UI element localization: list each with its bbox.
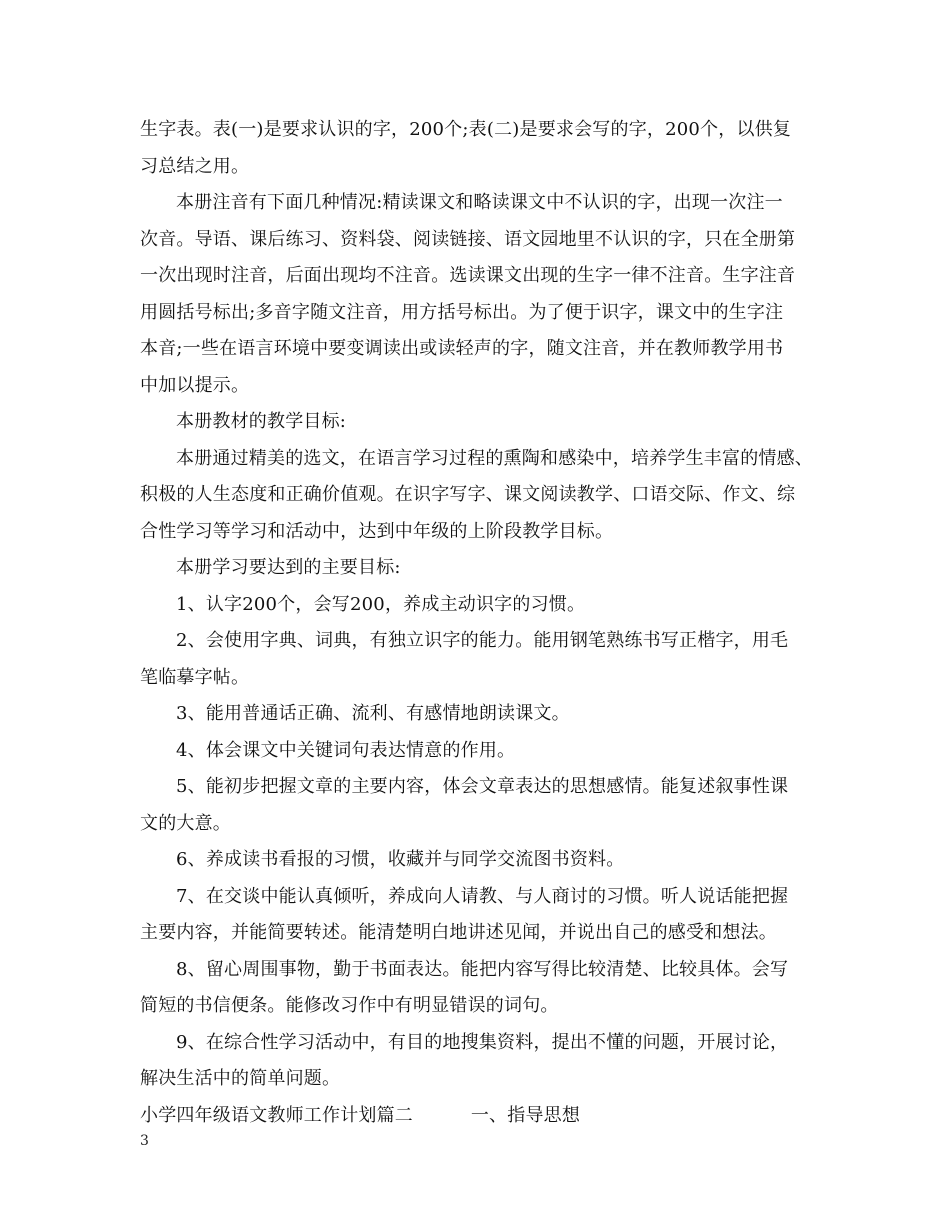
section-label: 本册学习要达到的主要目标: [176, 557, 401, 578]
text-line: 一次出现时注音，后面出现均不注音。选读课文出现的生字一律不注音。生字注音 [140, 265, 796, 286]
text-line: 合性学习等学习和活动中，达到中年级的上阶段教学目标。 [140, 520, 614, 542]
paragraph-start-line: 本册通过精美的选文，在语言学习过程的熏陶和感染中，培养学生丰富的情感、 [176, 447, 813, 469]
goal-item: 8、留心周围事物，勤于书面表达。能把内容写得比较清楚、比较具体。会写 [176, 958, 789, 980]
goal-item: 5、能初步把握文章的主要内容，体会文章表达的思想感情。能复述叙事性课 [176, 776, 789, 797]
text-line: 生字表。表(一)是要求认识的字，200个;表(二)是要求会写的字，200个，以供复 [140, 119, 792, 140]
goal-item-continuation: 主要内容，并能简要转述。能清楚明白地讲述见闻，并说出自己的感受和想法。 [140, 922, 777, 943]
goal-item: 3、能用普通话正确、流利、有感情地朗读课文。 [176, 703, 570, 724]
goal-item-continuation: 解决生活中的简单问题。 [140, 1068, 341, 1089]
text-line: 习总结之用。 [140, 155, 250, 177]
text-line: 积极的人生态度和正确价值观。在识字写字、课文阅读教学、口语交际、作文、综 [140, 484, 796, 505]
section-heading [140, 1098, 820, 1135]
text-line: 次音。导语、课后练习、资料袋、阅读链接、语文园地里不认识的字，只在全册第 [140, 228, 796, 250]
plan-title: 小学四年级语文教师工作计划篇二 [140, 1104, 413, 1126]
text-line: 用圆括号标出;多音字随文注音，用方括号标出。为了便于识字，课文中的生字注 [140, 301, 784, 323]
section-title: 一、指导思想 [470, 1104, 581, 1126]
document-body [140, 112, 820, 1134]
goal-item-continuation: 简短的书信便条。能修改习作中有明显错误的词句。 [140, 995, 559, 1016]
goal-item-continuation: 笔临摹字帖。 [140, 666, 250, 688]
goal-item-continuation: 文的大意。 [140, 812, 231, 834]
section-label: 本册教材的教学目标: [176, 411, 347, 432]
goal-item: 4、体会课文中关键词句表达情意的作用。 [176, 739, 516, 761]
goal-item: 6、养成读书看报的习惯，收藏并与同学交流图书资料。 [176, 849, 625, 870]
paragraph-start-line: 本册注音有下面几种情况:精读课文和略读课文中不认识的字，出现一次注一 [176, 192, 783, 213]
page-number: 3 [140, 1133, 149, 1149]
text-line: 本音;一些在语言环境中要变调读出或读轻声的字，随文注音，并在教师教学用书 [140, 338, 784, 359]
goal-item: 2、会使用字典、词典，有独立识字的能力。能用钢笔熟练书写正楷字，用毛 [176, 630, 789, 651]
goal-item: 1、认字200个，会写200，养成主动识字的习惯。 [176, 593, 586, 615]
goal-item: 9、在综合性学习活动中，有目的地搜集资料，提出不懂的问题，开展讨论， [176, 1031, 789, 1053]
goal-item: 7、在交谈中能认真倾听，养成向人请教、与人商讨的习惯。听人说话能把握 [176, 885, 789, 907]
text-line: 中加以提示。 [140, 374, 250, 396]
